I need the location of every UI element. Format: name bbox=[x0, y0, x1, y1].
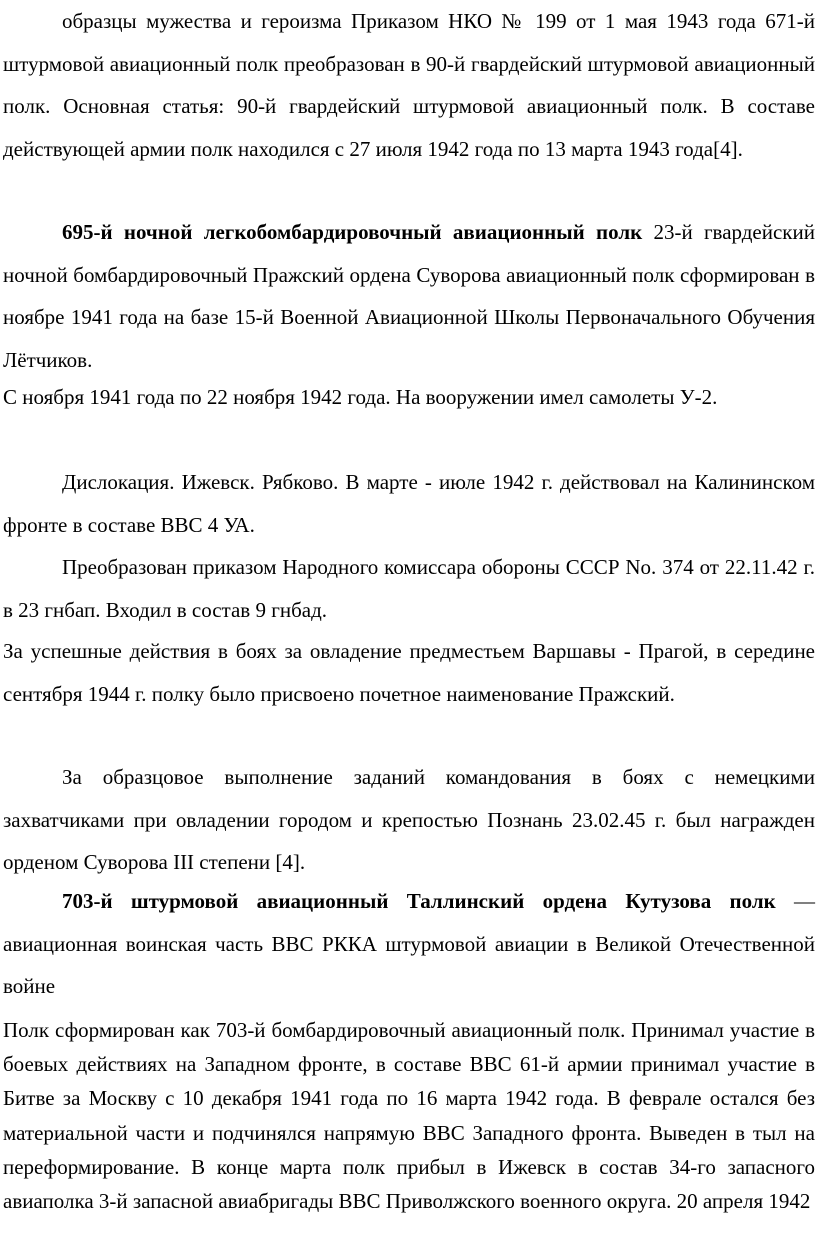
paragraph-text: Полк сформирован как 703-й бомбардировочный авиационный полк. Принимал участие в боевых действиях на Западном фронте, в составе ВВС 61-й армии принимал участие в Битве за Москву с 10 декабря 1941 года по 16 марта 1942 года. В феврале остался без материальной части и подчинялся напрямую ВВС Западного фронта. Выведен в тыл на переформирование. В конце марта полк прибыл в Ижевск в состав 34-го запасного авиаполка 3-й запасной авиабригады ВВС Приволжского военного округа. 20 апреля 1942 bbox=[3, 1018, 815, 1214]
paragraph-90-gshap bbox=[3, 0, 815, 170]
regiment-heading-695: 695-й ночной легкобомбардировочный авиационный полк bbox=[62, 220, 643, 244]
paragraph-text: 23-й гвардейский ночной бомбардировочный Пражский ордена Суворова авиационный полк сформирован в ноябре 1941 года на базе 15-й Военной Авиационной Школы Первоначального Обучения Лётчиков. bbox=[3, 220, 815, 372]
paragraph-text: Преобразован приказом Народного комиссара обороны СССР No. 374 от 22.11.42 г. в 23 гнбап. Входил в состав 9 гнбад. bbox=[3, 555, 815, 622]
paragraph-text: образцы мужества и героизма Приказом НКО № 199 от 1 мая 1943 года 671-й штурмовой авиационный полк преобразован в 90-й гвардейский штурмовой авиационный полк. Основная статья: 90-й гвардейский штурмовой авиационный полк. В составе действующей армии полк находился с 27 июля 1942 года по 13 марта 1943 года[4]. bbox=[3, 9, 815, 161]
paragraph-dislocation bbox=[3, 461, 815, 546]
paragraph-703-formation bbox=[3, 1013, 815, 1218]
paragraph-service-period bbox=[3, 376, 815, 419]
paragraph-695-nlbap bbox=[3, 211, 815, 381]
paragraph-text: — авиационная воинская часть ВВС РККА штурмовой авиации в Великой Отечественной войне bbox=[3, 889, 815, 998]
regiment-heading-703: 703-й штурмовой авиационный Таллинский ордена Кутузова полк bbox=[62, 889, 776, 913]
paragraph-suvorov-order bbox=[3, 756, 815, 884]
paragraph-703-shap bbox=[3, 880, 815, 1008]
paragraph-text: Дислокация. Ижевск. Рябково. В марте - июле 1942 г. действовал на Калининском фронте в составе ВВС 4 УА. bbox=[3, 470, 815, 537]
paragraph-text: За образцовое выполнение заданий командования в боях с немецкими захватчиками при овладении городом и крепостью Познань 23.02.45 г. был награжден орденом Суворова III степени [4]. bbox=[3, 765, 815, 874]
paragraph-prague-honorific bbox=[3, 630, 815, 715]
paragraph-reorganization bbox=[3, 546, 815, 631]
paragraph-text: За успешные действия в боях за овладение предместьем Варшавы - Прагой, в середине сентября 1944 г. полку было присвоено почетное наименование Пражский. bbox=[3, 639, 815, 706]
paragraph-text: С ноября 1941 года по 22 ноября 1942 года. На вооружении имел самолеты У-2. bbox=[3, 385, 718, 409]
